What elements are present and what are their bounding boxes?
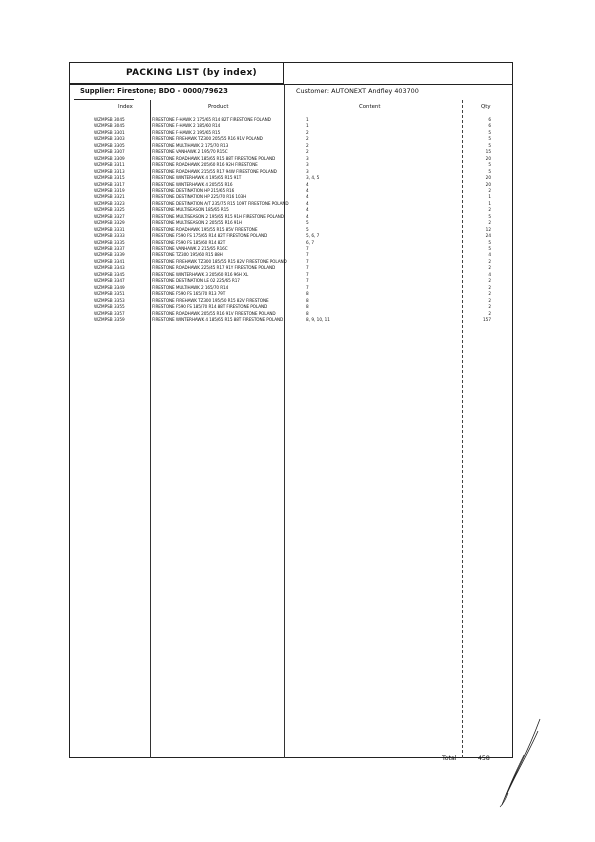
- cell-product: FIRESTONE VANHAWK 2 215/65 R16C: [152, 246, 228, 251]
- cell-index: WZMPSB 3045: [94, 123, 125, 129]
- cell-qty: 5: [488, 136, 491, 142]
- cell-index: WZMPSB 3347: [94, 278, 125, 284]
- cell-qty: 157: [483, 316, 491, 322]
- cell-qty: 12: [485, 226, 491, 232]
- cell-product: FIRESTONE MULTISEASON 185/65 R15: [152, 207, 229, 213]
- cell-product: FIRESTONE F590 FS 165/70 R13 79T: [152, 291, 226, 297]
- column-header-content: Content: [359, 104, 381, 110]
- outer-border: [69, 62, 513, 758]
- cell-product: FIRESTONE F-HAWK 2 175/65 R14 82T FIRESTONE FOLAND: [152, 117, 271, 122]
- cell-product: FIRESTONE DESTINATION HP 225/70 R16 103H: [152, 194, 247, 200]
- cell-product: FIRESTONE WINTERHAWK 4 185/65 R15 88T FIRESTONE POLAND: [152, 316, 284, 322]
- cell-qty: 1: [488, 200, 491, 206]
- column-header-index: Index: [118, 104, 133, 110]
- cell-qty: 2: [488, 220, 491, 226]
- cell-content: 3, 4, 5: [306, 175, 320, 181]
- cell-content: 4: [306, 194, 309, 200]
- cell-product: FIRESTONE WINTERHAWK 3 205/60 R16 96H XL: [152, 271, 249, 277]
- supplier-label: Supplier: Firestone; BDO - 0000/79623: [80, 87, 228, 95]
- cell-qty: 5: [488, 168, 491, 174]
- cell-product: FIRESTONE ROADHAWK 185/65 R15 88T FIRESTONE POLAND: [152, 155, 276, 161]
- cell-product: FIRESTONE VANHAWK 2 195/70 R15C: [152, 149, 228, 155]
- cell-content: 7: [306, 278, 309, 284]
- cell-content: 4: [306, 207, 309, 213]
- cell-content: 6, 7: [306, 239, 314, 245]
- cell-product: FIRESTONE F590 FS 185/70 R14 88T FIRESTONE POLAND: [152, 304, 268, 310]
- cell-product: FIRESTONE MULTISEASON 2 195/65 R15 91H FIRESTONE POLAND: [152, 213, 284, 219]
- cell-qty: 2: [488, 297, 491, 303]
- cell-product: FIRESTONE F590 FS 175/65 R14 82T FIRESTONE POLAND: [152, 233, 268, 239]
- cell-product: FIRESTONE FIREHAWK TZ300 185/55 R15 82V FIRESTONE POLAND: [152, 258, 287, 264]
- cell-content: 7: [306, 252, 309, 258]
- cell-qty: 5: [488, 142, 491, 148]
- cell-index: WZMPSB 3355: [94, 304, 125, 310]
- cell-index: WZMPSB 3315: [94, 175, 125, 181]
- cell-qty: 2: [488, 310, 491, 316]
- cell-index: WZMPSB 3335: [94, 239, 125, 245]
- cell-qty: 6: [488, 123, 491, 129]
- cell-content: 5: [306, 220, 309, 226]
- cell-product: FIRESTONE TZ300 195/60 R15 88H: [152, 252, 223, 258]
- cell-content: 4: [306, 200, 309, 206]
- cell-index: WZMPSB 3301: [94, 129, 125, 135]
- cell-content: 2: [306, 129, 309, 135]
- cell-index: WZMPSB 3307: [94, 149, 125, 155]
- page-title: PACKING LIST (by index): [126, 68, 257, 78]
- cell-index: WZMPSB 3327: [94, 213, 125, 219]
- cell-content: 7: [306, 284, 309, 290]
- cell-index: WZMPSB 3319: [94, 187, 125, 193]
- header-divider: [69, 84, 513, 85]
- cell-index: WZMPSB 3339: [94, 252, 125, 258]
- cell-index: WZMPSB 3331: [94, 226, 125, 232]
- cell-index: WZMPSB 3305: [94, 142, 125, 148]
- cell-qty: 5: [488, 213, 491, 219]
- cell-qty: 4: [488, 252, 491, 258]
- cell-index: WZMPSB 3349: [94, 284, 125, 290]
- cell-product: FIRESTONE ROADHAWK 205/60 R16 92H FIRESTONE: [152, 162, 258, 168]
- cell-index: WZMPSB 3045: [94, 117, 125, 122]
- cell-index: WZMPSB 3313: [94, 168, 125, 174]
- cell-qty: 2: [488, 304, 491, 310]
- cell-content: 4: [306, 181, 309, 187]
- cell-product: FIRESTONE MULTIHAWK 2 165/70 R14: [152, 284, 229, 290]
- cell-content: 1: [306, 123, 309, 129]
- cell-product: FIRESTONE F-HAWK 2 195/65 R15: [152, 129, 221, 135]
- cell-product: FIRESTONE ROADHAWK 215/55 R17 94W FIRESTONE POLAND: [152, 168, 277, 174]
- cell-qty: 20: [485, 155, 491, 161]
- cell-index: WZMPSB 3341: [94, 258, 125, 264]
- cell-index: WZMPSB 3317: [94, 181, 125, 187]
- cell-qty: 5: [488, 239, 491, 245]
- cell-qty: 1: [488, 194, 491, 200]
- cell-index: WZMPSB 3343: [94, 265, 125, 271]
- cell-content: 4: [306, 213, 309, 219]
- cell-content: 4: [306, 187, 309, 193]
- cell-qty: 20: [485, 175, 491, 181]
- cell-content: 2: [306, 142, 309, 148]
- cell-index: WZMPSB 3345: [94, 271, 125, 277]
- cell-product: FIRESTONE FIREHAWK TZ300 195/50 R15 82V FIRESTONE: [152, 297, 269, 303]
- cell-content: 5, 6, 7: [306, 233, 320, 239]
- cell-product: FIRESTONE WINTERHAWK 4 195/65 R15 91T: [152, 175, 242, 181]
- cell-index: WZMPSB 3351: [94, 291, 125, 297]
- cell-content: 2: [306, 136, 309, 142]
- cell-product: FIRESTONE DESTINATION HP 215/65 R16: [152, 187, 235, 193]
- cell-content: 7: [306, 265, 309, 271]
- cell-qty: 5: [488, 162, 491, 168]
- cell-product: FIRESTONE F-HAWK 2 185/60 R14: [152, 123, 221, 129]
- cell-content: 8: [306, 291, 309, 297]
- cell-qty: 2: [488, 258, 491, 264]
- cell-content: 7: [306, 271, 309, 277]
- cell-product: FIRESTONE WINTERHAWK 4 205/55 R16: [152, 181, 233, 187]
- total-value: 458: [478, 755, 490, 762]
- cell-qty: 15: [485, 149, 491, 155]
- cell-index: WZMPSB 3359: [94, 316, 125, 322]
- cell-qty: 6: [488, 117, 491, 122]
- cell-content: 8, 9, 10, 11: [306, 316, 330, 322]
- cell-index: WZMPSB 3309: [94, 155, 125, 161]
- cell-content: 7: [306, 258, 309, 264]
- cell-index: WZMPSB 3333: [94, 233, 125, 239]
- cell-product: FIRESTONE MULTISEASON 2 205/55 R16 91H: [152, 220, 242, 226]
- cell-content: 3: [306, 155, 309, 161]
- cell-qty: 2: [488, 278, 491, 284]
- cell-qty: 4: [488, 271, 491, 277]
- cell-content: 8: [306, 304, 309, 310]
- column-header-product: Product: [208, 104, 229, 110]
- cell-qty: 2: [488, 291, 491, 297]
- cell-product: FIRESTONE F590 FS 185/60 R14 82T: [152, 239, 226, 245]
- cell-index: WZMPSB 3357: [94, 310, 125, 316]
- cell-qty: 5: [488, 246, 491, 251]
- cell-qty: 2: [488, 284, 491, 290]
- cell-qty: 5: [488, 129, 491, 135]
- cell-content: 5: [306, 226, 309, 232]
- cell-content: 1: [306, 117, 309, 122]
- cell-index: WZMPSB 3303: [94, 136, 125, 142]
- cell-index: WZMPSB 3321: [94, 194, 125, 200]
- column-divider-content: [462, 100, 463, 758]
- cell-index: WZMPSB 3329: [94, 220, 125, 226]
- cell-content: 8: [306, 297, 309, 303]
- signature-mark: [494, 715, 546, 811]
- cell-index: WZMPSB 3337: [94, 246, 125, 251]
- cell-product: FIRESTONE ROADHAWK 225/45 R17 91Y FIRESTONE POLAND: [152, 265, 276, 271]
- column-divider-product: [284, 84, 285, 758]
- cell-content: 2: [306, 149, 309, 155]
- column-divider-index: [150, 100, 151, 758]
- column-header-qty: Qty: [481, 104, 491, 110]
- cell-product: FIRESTONE MULTIHAWK 2 175/70 R13: [152, 142, 229, 148]
- cell-index: WZMPSB 3353: [94, 297, 125, 303]
- cell-content: 3: [306, 168, 309, 174]
- cell-content: 7: [306, 246, 309, 251]
- cell-content: 3: [306, 162, 309, 168]
- cell-product: FIRESTONE ROADHAWK 195/55 R15 85V FIRESTONE: [152, 226, 258, 232]
- cell-index: WZMPSB 3311: [94, 162, 125, 168]
- cell-qty: 2: [488, 265, 491, 271]
- cell-index: WZMPSB 3323: [94, 200, 125, 206]
- customer-label: Customer: AUTONEXT Andfley 403700: [296, 87, 419, 95]
- total-label: Total: [442, 755, 457, 762]
- supplier-underline: [74, 99, 134, 100]
- cell-product: FIRESTONE DESTINATION LE 02 225/65 R17: [152, 278, 240, 284]
- cell-qty: 2: [488, 207, 491, 213]
- cell-index: WZMPSB 3325: [94, 207, 125, 213]
- cell-product: FIRESTONE ROADHAWK 205/55 R16 91V FIRESTONE POLAND: [152, 310, 276, 316]
- cell-product: FIRESTONE FIREHAWK TZ300 205/55 R16 91V POLAND: [152, 136, 263, 142]
- cell-qty: 24: [485, 233, 491, 239]
- cell-qty: 20: [485, 181, 491, 187]
- cell-qty: 2: [488, 187, 491, 193]
- cell-content: 8: [306, 310, 309, 316]
- cell-product: FIRESTONE DESTINATION A/T 235/75 R15 109T FIRESTONE POLAND: [152, 200, 289, 206]
